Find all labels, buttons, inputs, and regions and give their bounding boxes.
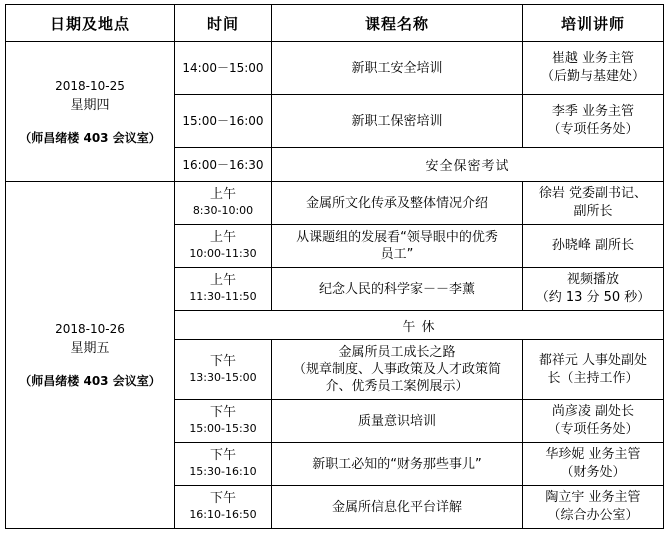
course-cell: 新职工必知的“财务那些事儿” <box>272 443 523 486</box>
time-range: 11:30-11:50 <box>189 290 257 303</box>
time-period: 下午 <box>209 405 236 420</box>
day2-venue: （师昌绪楼 403 会议室） <box>19 374 161 388</box>
teacher-name: 华珍妮 业务主管 <box>545 447 641 462</box>
time-period: 上午 <box>209 230 236 245</box>
course-cell: 金属所文化传承及整体情况介绍 <box>272 182 523 225</box>
teacher-dept: （财务处） <box>560 465 626 480</box>
teacher-name: 都祥元 人事处副处 <box>538 352 648 368</box>
teacher-cell <box>523 42 664 95</box>
teacher-name: 尚彦凌 副处长 <box>551 404 635 419</box>
time-cell <box>175 340 272 400</box>
teacher-cell <box>523 486 664 529</box>
teacher-note: （约 13 分 50 秒） <box>535 290 651 305</box>
day1-weekday: 星期四 <box>70 97 110 113</box>
teacher-dept: （专项任务处） <box>547 422 639 437</box>
teacher-cell <box>523 443 664 486</box>
training-schedule-table <box>5 4 664 529</box>
header-time: 时间 <box>175 5 272 42</box>
course-cell <box>272 340 523 400</box>
time-cell: 15:00－16:00 <box>175 95 272 148</box>
teacher-cell <box>523 268 664 311</box>
lunch-break-cell: 午 休 <box>175 311 664 340</box>
table-row <box>6 182 664 225</box>
time-cell <box>175 225 272 268</box>
time-cell <box>175 400 272 443</box>
time-cell <box>175 268 272 311</box>
teacher-cell <box>523 182 664 225</box>
header-row <box>6 5 664 42</box>
time-cell: 16:00－16:30 <box>175 148 272 182</box>
course-cell: 质量意识培训 <box>272 400 523 443</box>
time-range: 15:30-16:10 <box>189 465 257 478</box>
time-cell: 14:00－15:00 <box>175 42 272 95</box>
course-cell: 新职工安全培训 <box>272 42 523 95</box>
time-period: 上午 <box>209 187 236 202</box>
time-period: 下午 <box>209 448 236 463</box>
time-range: 13:30-15:00 <box>189 370 257 384</box>
teacher-name: 崔越 业务主管 <box>551 51 635 66</box>
teacher-name: 视频播放 <box>566 272 619 287</box>
time-cell <box>175 182 272 225</box>
course-line: 金属所员工成长之路 <box>338 345 456 360</box>
teacher-cell: 孙晓峰 副所长 <box>523 225 664 268</box>
exam-merged-cell: 安全保密考试 <box>272 148 664 182</box>
teacher-dept: （综合办公室） <box>547 508 639 523</box>
time-range: 10:00-11:30 <box>189 247 257 260</box>
header-date-place: 日期及地点 <box>6 5 175 42</box>
teacher-name: 陶立宇 业务主管 <box>545 490 641 505</box>
course-cell: 纪念人民的科学家－－李薰 <box>272 268 523 311</box>
time-range: 15:00-15:30 <box>189 422 257 435</box>
teacher-title: 副所长 <box>573 204 613 219</box>
teacher-name: 徐岩 党委副书记、 <box>538 186 648 201</box>
teacher-name: 李季 业务主管 <box>551 104 635 119</box>
course-line: 介、优秀员工案例展示） <box>325 379 469 394</box>
day2-date: 2018-10-26 <box>55 322 125 336</box>
day1-date-cell <box>6 42 175 182</box>
teacher-cell <box>523 340 664 400</box>
time-range: 8:30-10:00 <box>192 204 254 217</box>
time-cell <box>175 486 272 529</box>
teacher-cell <box>523 95 664 148</box>
course-cell: 金属所信息化平台详解 <box>272 486 523 529</box>
time-period: 下午 <box>209 353 236 369</box>
course-line: （规章制度、人事政策及人才政策简 <box>292 362 501 377</box>
header-teacher: 培训讲师 <box>523 5 664 42</box>
day2-weekday: 星期五 <box>70 341 110 356</box>
course-cell: 新职工保密培训 <box>272 95 523 148</box>
time-period: 下午 <box>209 491 236 506</box>
table-row <box>6 42 664 95</box>
teacher-dept: （专项任务处） <box>547 122 639 137</box>
day1-venue: （师昌绪楼 403 会议室） <box>19 130 161 145</box>
teacher-cell <box>523 400 664 443</box>
day2-date-cell <box>6 182 175 529</box>
teacher-title: 长（主持工作） <box>547 370 639 386</box>
time-period: 上午 <box>209 273 236 288</box>
teacher-dept: （后勤与基建处） <box>540 69 645 84</box>
day1-date: 2018-10-25 <box>55 78 125 93</box>
course-line: 员工” <box>380 247 414 262</box>
header-course: 课程名称 <box>272 5 523 42</box>
course-cell <box>272 225 523 268</box>
course-line: 从课题组的发展看“领导眼中的优秀 <box>296 230 498 245</box>
time-cell <box>175 443 272 486</box>
time-range: 16:10-16:50 <box>189 508 257 521</box>
